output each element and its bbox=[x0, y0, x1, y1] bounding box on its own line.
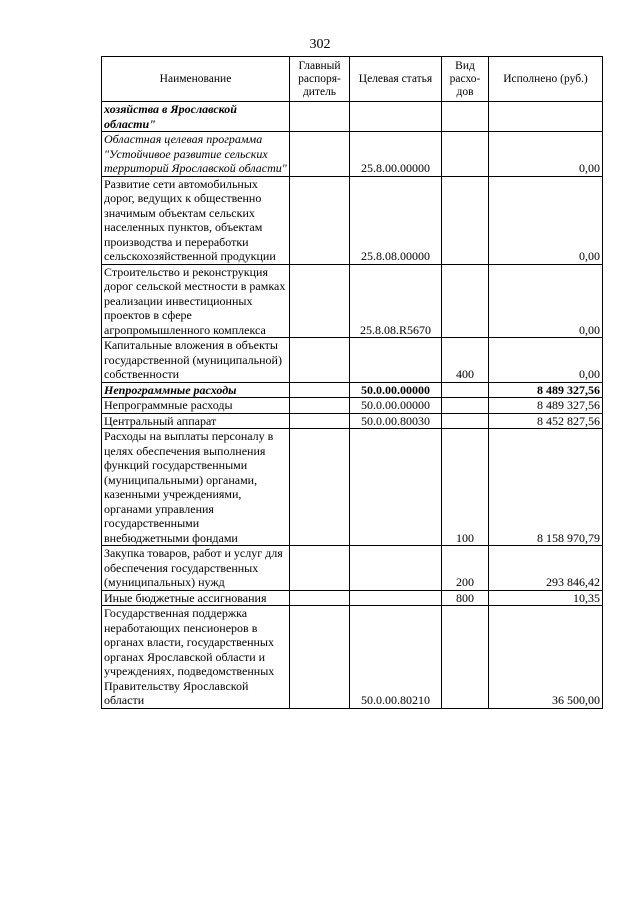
cell-amount: 0,00 bbox=[489, 264, 603, 338]
cell-admin bbox=[290, 102, 350, 132]
cell-name: Областная целевая программа "Устойчивое развитие сельских территорий Ярославской области" bbox=[102, 132, 290, 177]
cell-amount: 293 846,42 bbox=[489, 546, 603, 591]
cell-target bbox=[350, 102, 442, 132]
cell-target: 50.0.00.00000 bbox=[350, 398, 442, 414]
header-admin: Главный распоря-дитель bbox=[290, 57, 350, 102]
cell-target: 50.0.00.00000 bbox=[350, 382, 442, 398]
table-row bbox=[102, 413, 603, 429]
budget-table bbox=[101, 56, 603, 709]
cell-name: Расходы на выплаты персоналу в целях обеспечения выполнения функций государственными (муниципальными) органами, казенными учреждениями, органами управления государственными внебюджетными фондами bbox=[102, 429, 290, 546]
cell-type bbox=[442, 382, 489, 398]
cell-name: Иные бюджетные ассигнования bbox=[102, 590, 290, 606]
cell-name: Развитие сети автомобильных дорог, ведущих к общественно значимым объектам сельских населенных пунктов, объектам производства и переработки сельскохозяйственной продукции bbox=[102, 176, 290, 264]
table-row bbox=[102, 338, 603, 383]
cell-target bbox=[350, 429, 442, 546]
header-type: Вид расхо-дов bbox=[442, 57, 489, 102]
cell-amount: 8 489 327,56 bbox=[489, 382, 603, 398]
cell-amount bbox=[489, 102, 603, 132]
table-row bbox=[102, 176, 603, 264]
cell-admin bbox=[290, 398, 350, 414]
cell-name: Государственная поддержка неработающих пенсионеров в органах власти, государственных органах Ярославской области и учреждениях, подведомственных Правительству Ярославской области bbox=[102, 606, 290, 709]
table-row bbox=[102, 398, 603, 414]
cell-admin bbox=[290, 382, 350, 398]
cell-amount: 8 158 970,79 bbox=[489, 429, 603, 546]
cell-name: хозяйства в Ярославской области" bbox=[102, 102, 290, 132]
table-row bbox=[102, 102, 603, 132]
cell-amount: 0,00 bbox=[489, 132, 603, 177]
cell-amount: 8 489 327,56 bbox=[489, 398, 603, 414]
cell-target: 50.0.00.80210 bbox=[350, 606, 442, 709]
cell-target: 50.0.00.80030 bbox=[350, 413, 442, 429]
table-row bbox=[102, 546, 603, 591]
header-target: Целевая статья bbox=[350, 57, 442, 102]
cell-name: Непрограммные расходы bbox=[102, 382, 290, 398]
cell-amount: 0,00 bbox=[489, 176, 603, 264]
table-row bbox=[102, 429, 603, 546]
header-name: Наименование bbox=[102, 57, 290, 102]
cell-admin bbox=[290, 546, 350, 591]
table-row bbox=[102, 264, 603, 338]
cell-name: Закупка товаров, работ и услуг для обеспечения государственных (муниципальных) нужд bbox=[102, 546, 290, 591]
cell-admin bbox=[290, 590, 350, 606]
table-row bbox=[102, 382, 603, 398]
cell-name: Непрограммные расходы bbox=[102, 398, 290, 414]
table-row bbox=[102, 590, 603, 606]
cell-amount: 0,00 bbox=[489, 338, 603, 383]
cell-target: 25.8.08.R5670 bbox=[350, 264, 442, 338]
cell-amount: 8 452 827,56 bbox=[489, 413, 603, 429]
cell-target: 25.8.08.00000 bbox=[350, 176, 442, 264]
cell-type bbox=[442, 264, 489, 338]
header-amount: Исполнено (руб.) bbox=[489, 57, 603, 102]
cell-name: Центральный аппарат bbox=[102, 413, 290, 429]
cell-admin bbox=[290, 606, 350, 709]
cell-target bbox=[350, 590, 442, 606]
cell-type bbox=[442, 398, 489, 414]
cell-admin bbox=[290, 413, 350, 429]
table-header-row bbox=[102, 57, 603, 102]
cell-type bbox=[442, 176, 489, 264]
cell-admin bbox=[290, 132, 350, 177]
cell-admin bbox=[290, 338, 350, 383]
cell-target bbox=[350, 338, 442, 383]
cell-admin bbox=[290, 176, 350, 264]
table-row bbox=[102, 606, 603, 709]
cell-type: 200 bbox=[442, 546, 489, 591]
cell-admin bbox=[290, 264, 350, 338]
table-row bbox=[102, 132, 603, 177]
cell-target bbox=[350, 546, 442, 591]
cell-amount: 10,35 bbox=[489, 590, 603, 606]
cell-amount: 36 500,00 bbox=[489, 606, 603, 709]
cell-type bbox=[442, 606, 489, 709]
page-number: 302 bbox=[309, 37, 331, 52]
cell-target: 25.8.00.00000 bbox=[350, 132, 442, 177]
cell-name: Строительство и реконструкция дорог сельской местности в рамках реализации инвестиционных проектов в сфере агропромышленного комплекса bbox=[102, 264, 290, 338]
cell-type: 100 bbox=[442, 429, 489, 546]
cell-type: 400 bbox=[442, 338, 489, 383]
cell-type bbox=[442, 132, 489, 177]
cell-name: Капитальные вложения в объекты государственной (муниципальной) собственности bbox=[102, 338, 290, 383]
cell-type bbox=[442, 413, 489, 429]
cell-type: 800 bbox=[442, 590, 489, 606]
cell-admin bbox=[290, 429, 350, 546]
cell-type bbox=[442, 102, 489, 132]
